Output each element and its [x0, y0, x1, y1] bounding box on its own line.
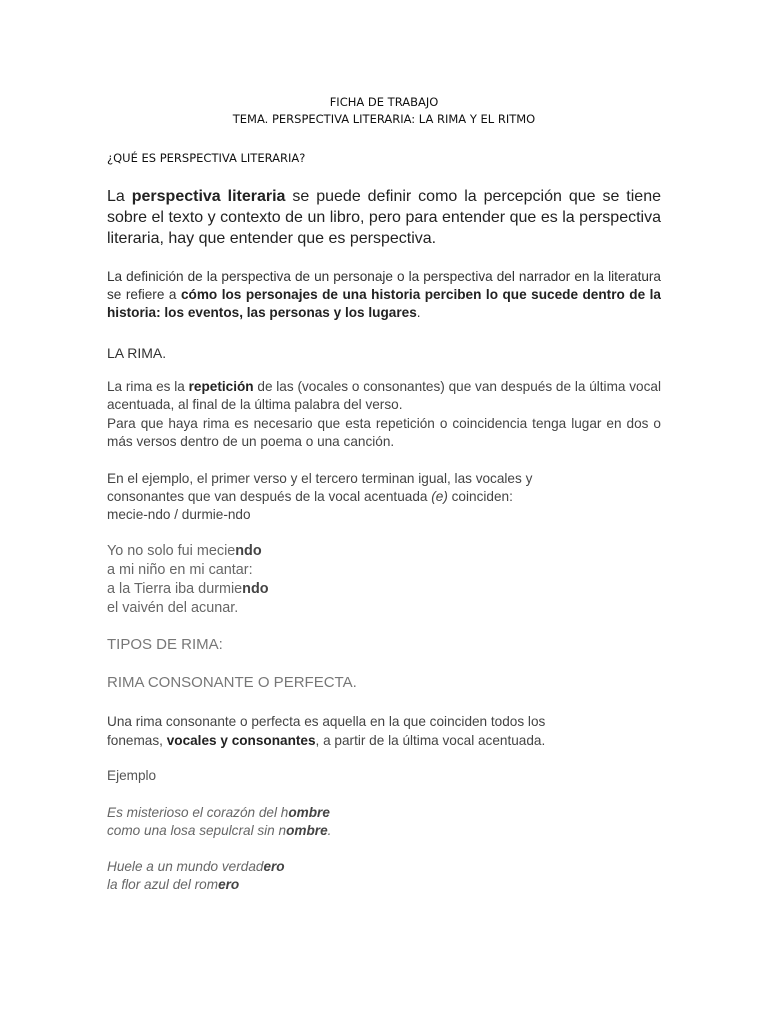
poem-verse-rhyme: ndo	[235, 543, 262, 559]
consonante-line-2-bold: vocales y consonantes	[166, 733, 316, 748]
intro-paragraph	[107, 186, 661, 249]
definition-bold: cómo los personajes de una historia perciben lo que sucede dentro de la historia: los eventos, las personas y los lugares	[107, 287, 661, 320]
poem-verse	[107, 599, 661, 618]
example-line-3: mecie-ndo / durmie-ndo	[107, 507, 251, 522]
poem-verse-pre: el vaivén del acunar.	[107, 600, 239, 616]
example-line-2-lead: consonantes que van después de la vocal acentuada	[107, 489, 432, 504]
example-line-1: En el ejemplo, el primer verso y el tercero terminan igual, las vocales y	[107, 471, 533, 486]
tipos-heading: TIPOS DE RIMA:	[107, 636, 223, 653]
poem-verse-rhyme: ndo	[242, 581, 269, 597]
poem-verse-pre: Es misterioso el corazón del h	[107, 805, 289, 820]
poem-verse	[107, 542, 661, 561]
rima-p1-lead: La rima es la	[107, 379, 189, 394]
rima-paragraph-1	[107, 378, 661, 414]
poem-verse	[107, 580, 661, 599]
section-question: ¿QUÉ ES PERSPECTIVA LITERARIA?	[107, 151, 306, 165]
poem-verse-post: .	[327, 823, 332, 838]
example-explanation	[107, 470, 661, 524]
intro-lead: La	[107, 188, 132, 205]
poem-verse-rhyme: ero	[218, 877, 240, 892]
poem-verse	[107, 804, 661, 822]
poem-verse-pre: Huele a un mundo verdad	[107, 859, 264, 874]
poem-verse-pre: la flor azul del rom	[107, 877, 219, 892]
example-line-2-end: coinciden:	[447, 489, 513, 504]
rima-paragraph-2: Para que haya rima es necesario que esta repetición o coincidencia tenga lugar en dos o más versos dentro de un poema o una canción.	[107, 416, 661, 449]
poem-verse	[107, 858, 661, 876]
rima-p1-rest: de las (vocales o consonantes) que van después de la última vocal acentuada, al final de la última palabra del verso.	[107, 379, 661, 412]
poem-example-1	[107, 542, 661, 618]
example-line-2-italic: (e)	[431, 489, 448, 504]
poem-verse-pre: Yo no solo fui mecie	[107, 543, 236, 559]
poem-verse-pre: a mi niño en mi cantar:	[107, 562, 253, 578]
poem-example-2	[107, 804, 661, 840]
poem-verse-rhyme: ombre	[288, 805, 330, 820]
ejemplo-label: Ejemplo	[107, 768, 157, 783]
poem-verse-rhyme: ombre	[286, 823, 328, 838]
consonante-heading: RIMA CONSONANTE O PERFECTA.	[107, 674, 357, 691]
document-subtitle: TEMA. PERSPECTIVA LITERARIA: LA RIMA Y EL RITMO	[232, 112, 536, 126]
poem-verse-rhyme: ero	[263, 859, 285, 874]
rima-p1-bold: repetición	[188, 379, 254, 394]
rima-heading: LA RIMA.	[107, 345, 167, 361]
intro-bold: perspectiva literaria	[131, 188, 286, 205]
poem-example-3	[107, 858, 661, 894]
definition-end: .	[416, 305, 421, 320]
poem-verse-pre: a la Tierra iba durmie	[107, 581, 243, 597]
poem-verse	[107, 822, 661, 840]
intro-rest: se puede definir como la percepción que se tiene sobre el texto y contexto de un libro, pero para entender que es la perspectiva literaria, hay que entender que es perspectiva.	[107, 188, 662, 247]
consonante-line-2-lead: fonemas,	[107, 733, 167, 748]
consonante-line-1: Una rima consonante o perfecta es aquella en la que coinciden todos los	[107, 714, 546, 729]
definition-paragraph	[107, 268, 661, 322]
consonante-line-2	[107, 731, 661, 750]
consonante-line-2-end: , a partir de la última vocal acentuada.	[315, 733, 546, 748]
example-line-2	[107, 488, 661, 506]
document-title: FICHA DE TRABAJO	[329, 95, 439, 109]
consonante-paragraph	[107, 712, 661, 750]
poem-verse	[107, 561, 661, 580]
poem-verse	[107, 876, 661, 894]
definition-lead: La definición de la perspectiva de un personaje o la perspectiva del narrador en la literatura se refiere a	[107, 269, 661, 302]
poem-verse-pre: como una losa sepulcral sin n	[107, 823, 287, 838]
